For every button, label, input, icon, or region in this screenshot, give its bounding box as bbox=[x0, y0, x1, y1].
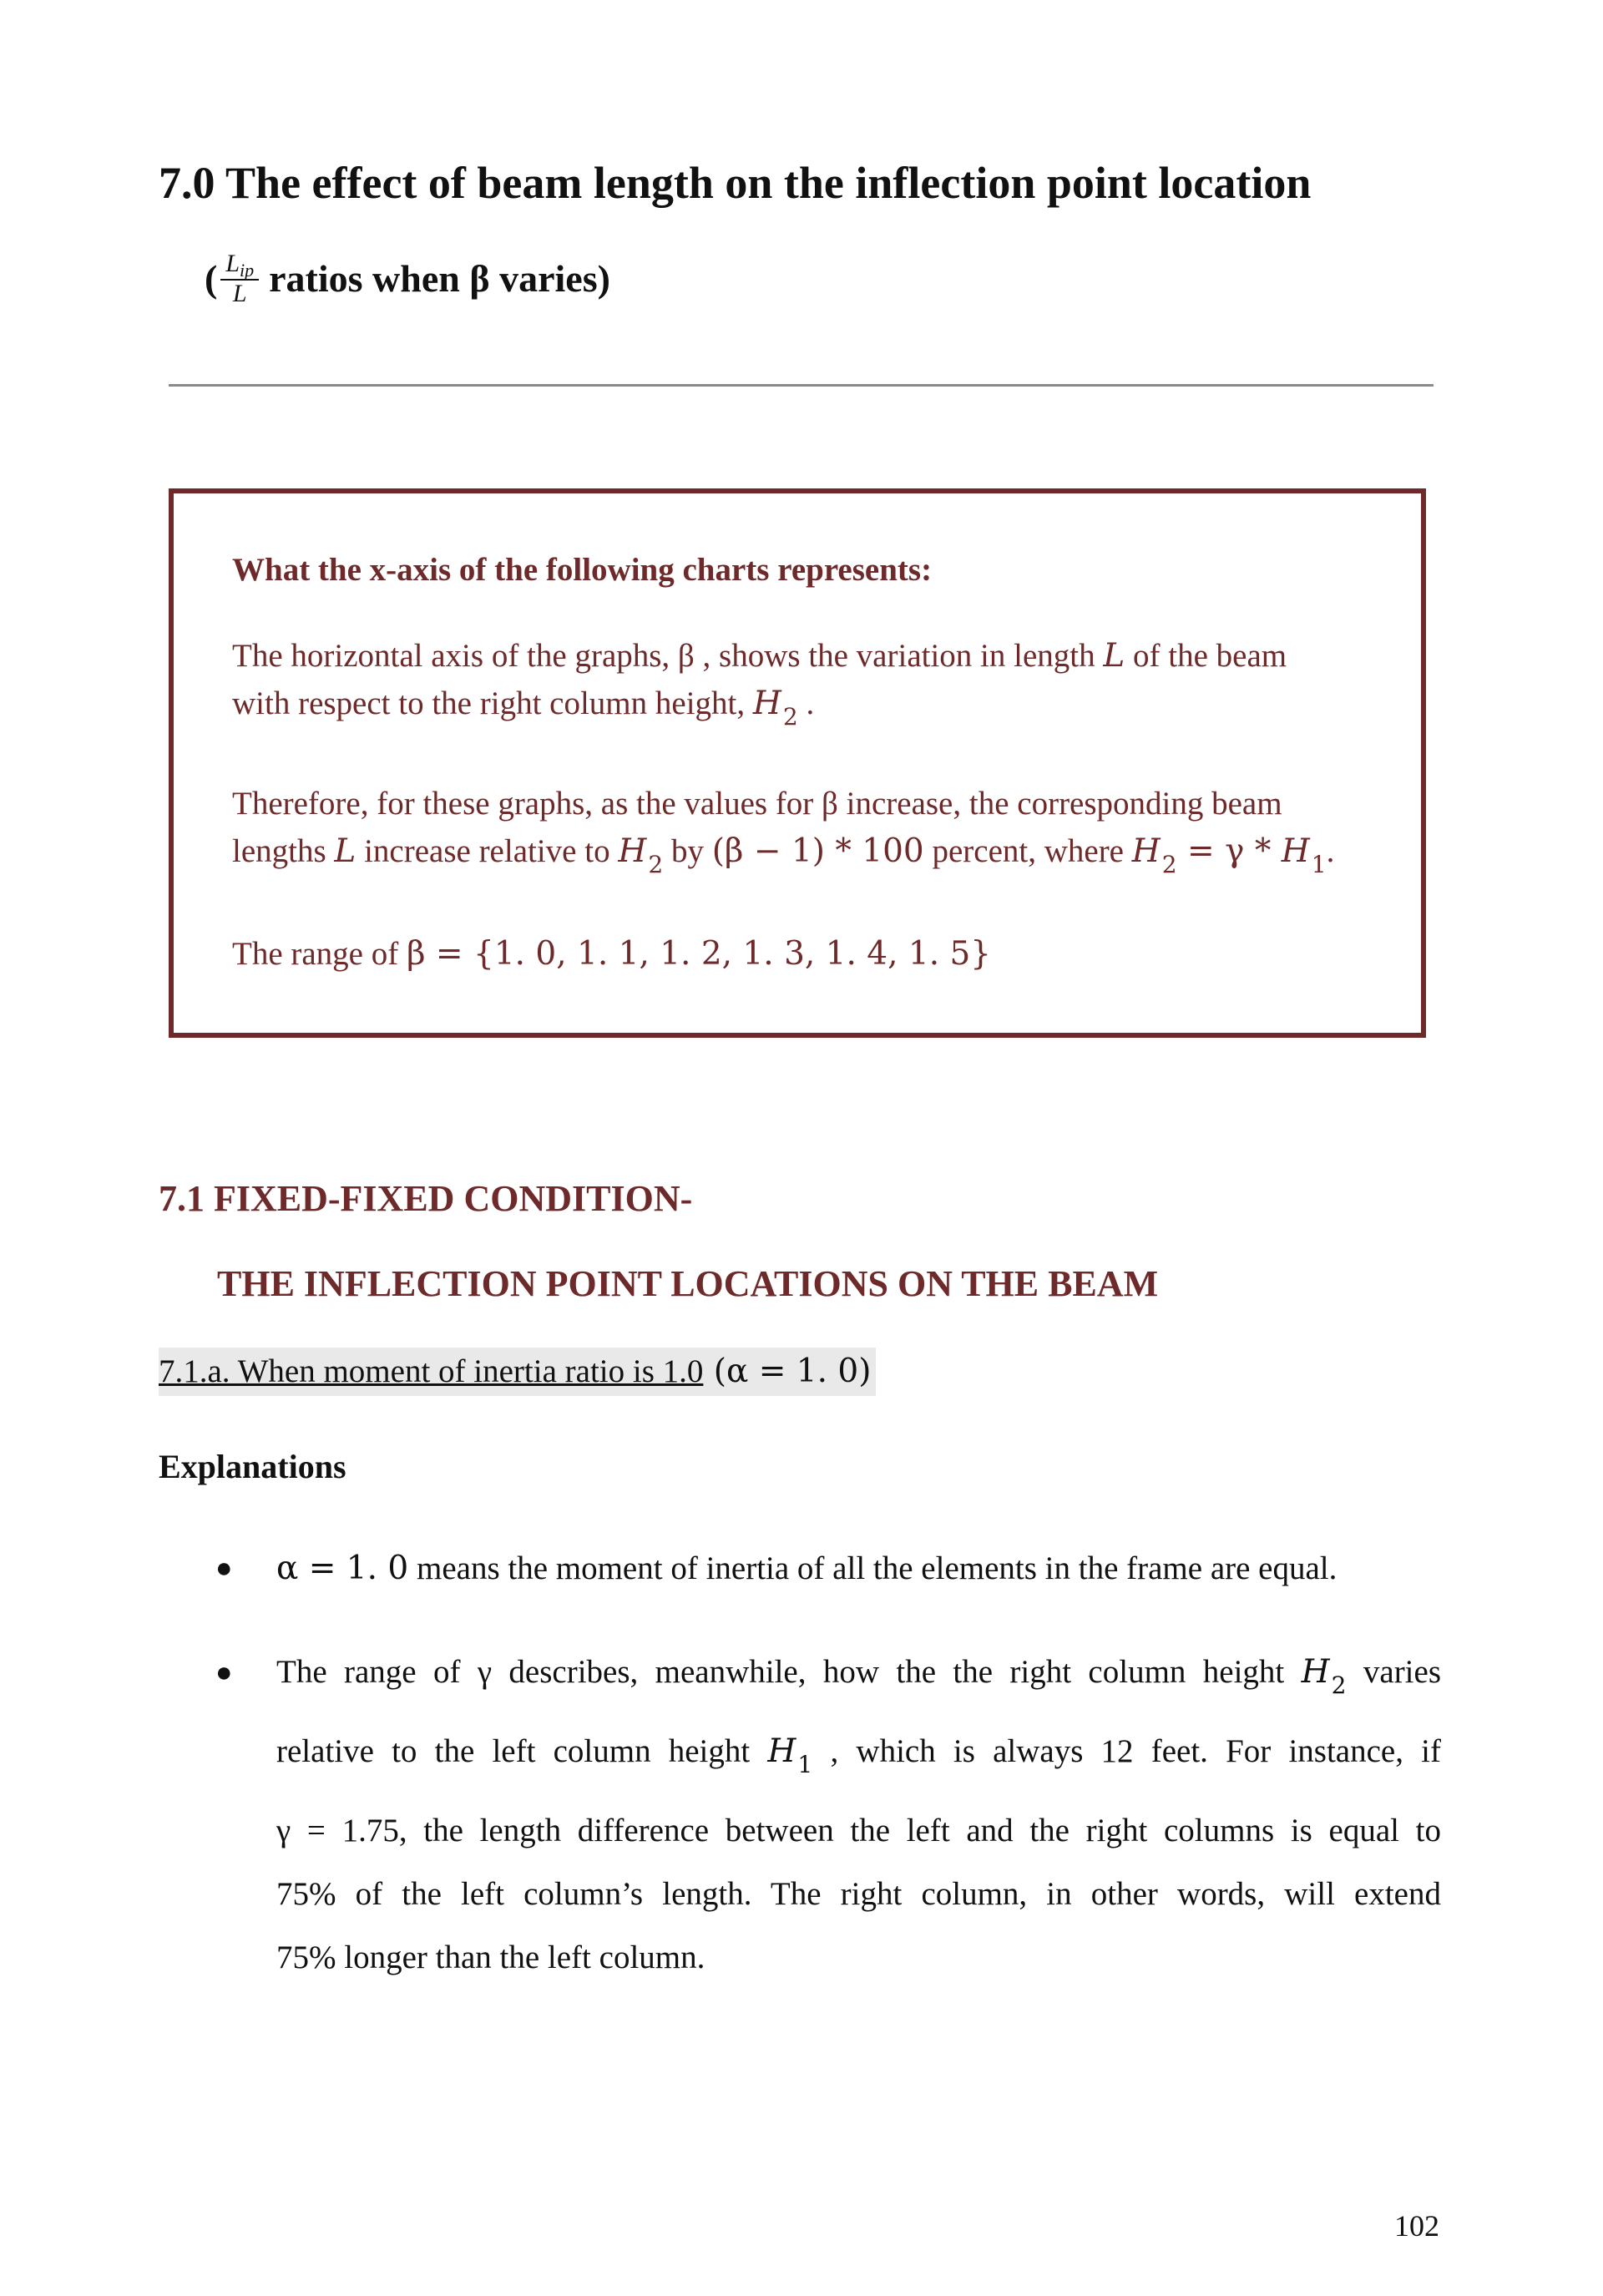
info-box-paragraph-2-line-2: lengths L increase relative to $H_2$ by (β − 1) * 100 percent, where $H_2 = \gamma * H_1$. bbox=[232, 832, 1335, 878]
subtitle-text: ratios when β varies) bbox=[269, 257, 610, 300]
bullet-1-text: α = 1. 0 means the moment of inertia of all the elements in the frame are equal. bbox=[276, 1550, 1338, 1587]
page-number: 102 bbox=[1394, 2209, 1439, 2243]
bullet-2-line-5: 75% longer than the left column. bbox=[276, 1939, 705, 1975]
subtitle-open-paren: ( bbox=[205, 257, 218, 300]
section-7-1-heading: 7.1 FIXED-FIXED CONDITION- bbox=[159, 1178, 693, 1219]
info-box-paragraph-1-line-2: with respect to the right column height, $H_2$ . bbox=[232, 685, 815, 731]
info-box-paragraph-1-line-1: The horizontal axis of the graphs, β , shows the variation in length L of the beam bbox=[232, 637, 1287, 675]
subsection-7-1-a-text: 7.1.a. When moment of inertia ratio is 1.0 bbox=[159, 1353, 704, 1389]
page-subtitle bbox=[205, 250, 610, 306]
page-title: 7.0 The effect of beam length on the inflection point location bbox=[159, 158, 1312, 208]
info-box-beta-range: The range of β = {1. 0, 1. 1, 1. 2, 1. 3, 1. 4, 1. 5} bbox=[232, 935, 992, 973]
bullet-dot-icon: ● bbox=[215, 1657, 233, 1688]
bullet-2-line-2: relative to the left column height $H_1$ , which is always 12 feet. For instance, if bbox=[276, 1732, 1441, 1778]
bullet-2-line-3: γ = 1.75, the length difference between the left and the right columns is equal to bbox=[276, 1813, 1441, 1848]
subsection-7-1-a-heading bbox=[159, 1348, 876, 1396]
bullet-2-line-1: The range of γ describes, meanwhile, how the the right column height $H_2$ varies bbox=[276, 1653, 1441, 1699]
section-7-1-subheading: THE INFLECTION POINT LOCATIONS ON THE BEAM bbox=[217, 1263, 1159, 1304]
title-divider bbox=[169, 384, 1434, 387]
fraction-numerator: $L_{ip}$ bbox=[220, 250, 259, 281]
explanations-heading: Explanations bbox=[159, 1448, 346, 1485]
lip-over-l-fraction bbox=[220, 250, 259, 306]
fraction-denominator: L bbox=[232, 279, 247, 307]
bullet-dot-icon: ● bbox=[215, 1553, 233, 1584]
info-box-heading: What the x-axis of the following charts represents: bbox=[232, 552, 933, 588]
bullet-2-line-4: 75% of the left column’s length. The right column, in other words, will extend bbox=[276, 1876, 1441, 1912]
info-box-paragraph-2-line-1: Therefore, for these graphs, as the values for β increase, the corresponding beam bbox=[232, 786, 1282, 822]
subsection-7-1-a-math: (α = 1. 0) bbox=[703, 1353, 872, 1390]
